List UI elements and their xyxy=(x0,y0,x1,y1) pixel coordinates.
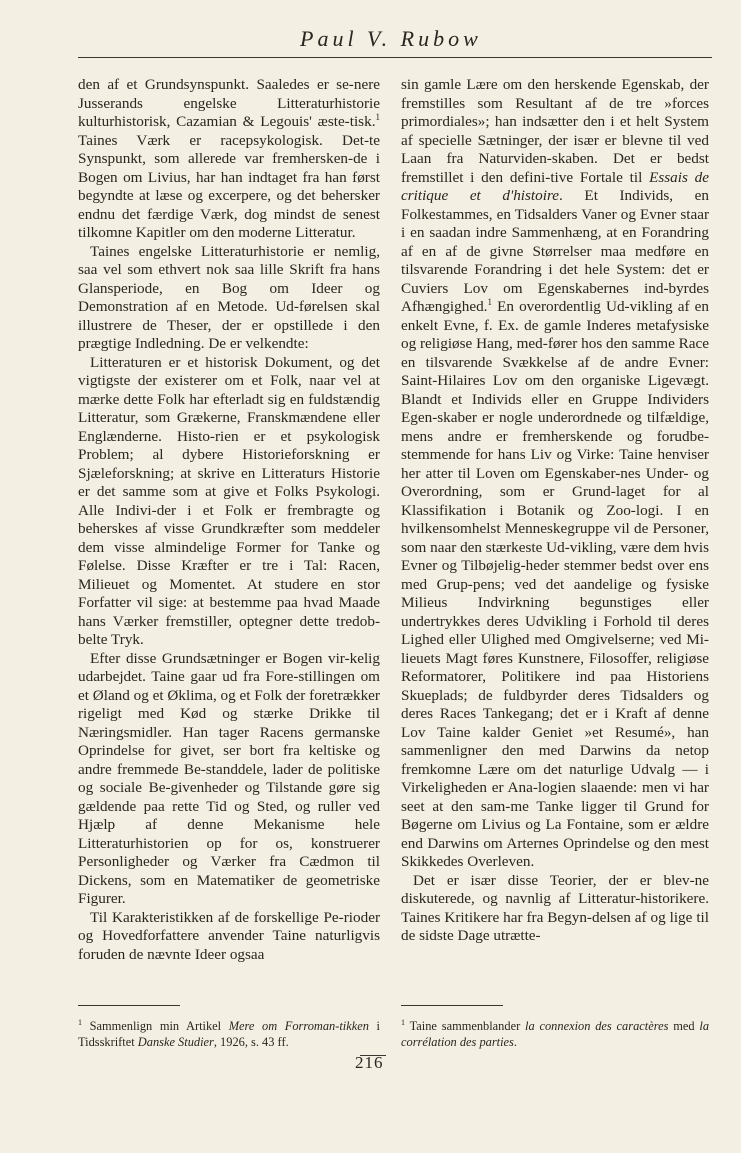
paragraph: Til Karakteristikken af de forskellige Pe-rioder og Hovedforfattere anvender Taine naturligvis foruden de nævnte Ideer ogsaa xyxy=(78,908,380,963)
text-run: med xyxy=(668,1019,700,1033)
footnote-number: 1 xyxy=(78,1017,82,1027)
header-rule xyxy=(78,57,712,58)
text-run: Taine sammenblander xyxy=(405,1019,526,1033)
paragraph: Litteraturen er et historisk Dokument, og det vigtigste der existerer om et Folk, naar vel at mærke dette Folk har efterladt sig en fuldstændig Litteratur, som Grækerne, Franskmændene eller Englænderne. Histo-rien er et psykologisk Problem; al dybere Historieforskning er Sjæleforskning; at skrive en Litteraturs Historie er det samme som at give et Folks Psykologi. Alle Indivi-der i et Folk er frembragte og beherskes af visse Grundkræfter som meddeler dem visse almindelige Former for Tanke og Følelse. Disse Kræfter er tre i Tal: Racen, Milieuet og Momentet. At studere en stor Forfatter vil sige: at bestemme paa hvad Maade hans Værker fremstiller, optegner dette tredob-belte Tryk. xyxy=(78,353,380,648)
footnote-rule xyxy=(401,1005,503,1006)
text-run: sin gamle Lære om den herskende Egenskab, der fremstilles som Resultant af de tre »forces primordiales»; han indsætter den i et helt System af specielle Sætninger, der især er blevne til ved Laan fra Naturviden-skaben. Det er bedst fremstillet i den defini-tive Fortale til xyxy=(401,76,709,186)
paragraph xyxy=(78,76,380,243)
french-phrase: la connexion des caractères xyxy=(525,1019,669,1033)
text-run: . xyxy=(513,1035,517,1049)
footnote-rule xyxy=(78,1005,180,1006)
text-run: En overordentlig Ud-vikling af en enkelt Evne, f. Ex. de gamle Inderes metafysiske og religiøse Hang, med-fører hos den samme Race en tilsvarende Svækkelse af de andre Evner: Saint-Hilaires Lov om den organiske Ligevægt. Blandt et Individs eller en Gruppe Individers Egen-skaber er nogle underordnede og tilfældige, mens andre er fremherskende og forudbe-stemmende for hans Liv og Virke: Taine henviser her atter til Loven om Egenskaber-nes Under- og Overordning, som er Grund-laget for al Klassifikation i Botanik og Zoo-logi. I en hvilkensomhelst Menneskegruppe vil de Personer, som naar den stærkeste Ud-vikling, være dem hvis Evner og Tilbøjelig-heder stemmer bedst over ens med Grup-pens; ved det aandelige og fysiske Milieus Indvirkning begunstiges eller undertrykkes deres Udvikling i Forhold til deres Lighed eller Ulighed med Omgivelserne; ved Mi-lieuets Magt føres Kunstnere, Filosoffer, religiøse Reformatorer, Politikere ind paa Historiens Skueplads; de fuldbyrder deres Tidsalders og deres Races Tankegang; det er i Kraft af denne Lov Taine kalder Geniet »et Resumé», han sammenligner den med Darwins da netop fremkomne Lære om det naturlige Udvalg — i Virkeligheden er Ana-logien slaaende: men vi har seet at den sam-me Tanke ligger til Grund for Bøgerne om Livius og La Fontaine, som er ældre end Darwins om Arternes Oprindelse og den mest Skikkedes Overleven. xyxy=(401,298,709,870)
paragraph: Taines engelske Litteraturhistorie er nemlig, saa vel som ethvert nok saa lille Skrift fra hans Glansperiode, en Bog om Ideer og Demonstration af en Metode. Ud-førelsen skal illustrere de Theser, der er opstillede i den prægtige Indledning. De er velkendte: xyxy=(78,242,380,352)
text-run: Sammenlign min Artikel xyxy=(82,1019,229,1033)
article-title: Mere om Forroman-tikken xyxy=(228,1019,369,1033)
footnote-right xyxy=(401,1018,709,1050)
page-number: 216 xyxy=(355,1053,384,1072)
text-run: , 1926, s. 43 ff. xyxy=(213,1035,289,1049)
left-column xyxy=(78,76,380,964)
footnote-number: 1 xyxy=(401,1017,405,1027)
text-run: Taines Værk er racepsykologisk. Det-te Synspunkt, som allerede var fremhersken-de i Bogen om Livius, har han indtaget fra han først begyndte at læse og excerpere, og det behersker endnu det færdige Værk, dog mindst de senest tilkomne Kapitler om den moderne Litteratur. xyxy=(78,131,380,241)
paragraph: Efter disse Grundsætninger er Bogen vir-kelig udarbejdet. Taine gaar ud fra Fore-stillingen om et Øland og et Øklima, og et Folk der foretrækker rigeligt med Kød og stærke Drikke til Næringsmidler. Han tager Racens germanske Oprindelse for givet, ser bort fra keltiske og andre fremmede Be-standdele, lader de politiske og sociale Be-givenheder og Tilstande gøre sig gældende paa rette Tid og Sted, og ruller ved Hjælp af denne Mekanisme hele Litteraturhistorien op for os, konstruerer Personligheder og Værker fra Cædmon til Dickens, som en Matematiker de geometriske Figurer. xyxy=(78,649,380,907)
book-title: Essais de critique et d'histoire xyxy=(401,168,709,204)
paragraph: Det er især disse Teorier, der er blev-ne diskuterede, og navnlig af Litteratur-historikere. Taines Kritikere har fra Begyn-delsen af og lige til de sidste Dage utrætte- xyxy=(401,871,709,944)
footnote-ref: 1 xyxy=(487,296,492,307)
footnote-left xyxy=(78,1018,380,1050)
right-column xyxy=(401,76,709,946)
running-head: Paul V. Rubow xyxy=(300,26,482,51)
paragraph xyxy=(401,76,709,872)
text-run: den af et Grundsynspunkt. Saaledes er se-nere Jusserands engelske Litteraturhistorie kulturhistorisk, Cazamian & Legouis' æste-tisk. xyxy=(78,76,380,130)
footnote-ref: 1 xyxy=(375,111,380,122)
journal-title: Danske Studier xyxy=(137,1035,214,1049)
text-run: . Et Individs, en Folkestammes, en Tidsalders Vaner og Evner staar i en saadan indre Sammenhæng, at en Forandring af en af de givne Størrelser maa medføre en tilsvarende Forandring i det hele System: det er Cuviers Lov om Egenskabernes ind-byrdes Afhængighed. xyxy=(401,187,709,315)
text-run: i Tidsskriftet xyxy=(78,1019,380,1049)
french-phrase: la corrélation des parties xyxy=(401,1019,710,1049)
